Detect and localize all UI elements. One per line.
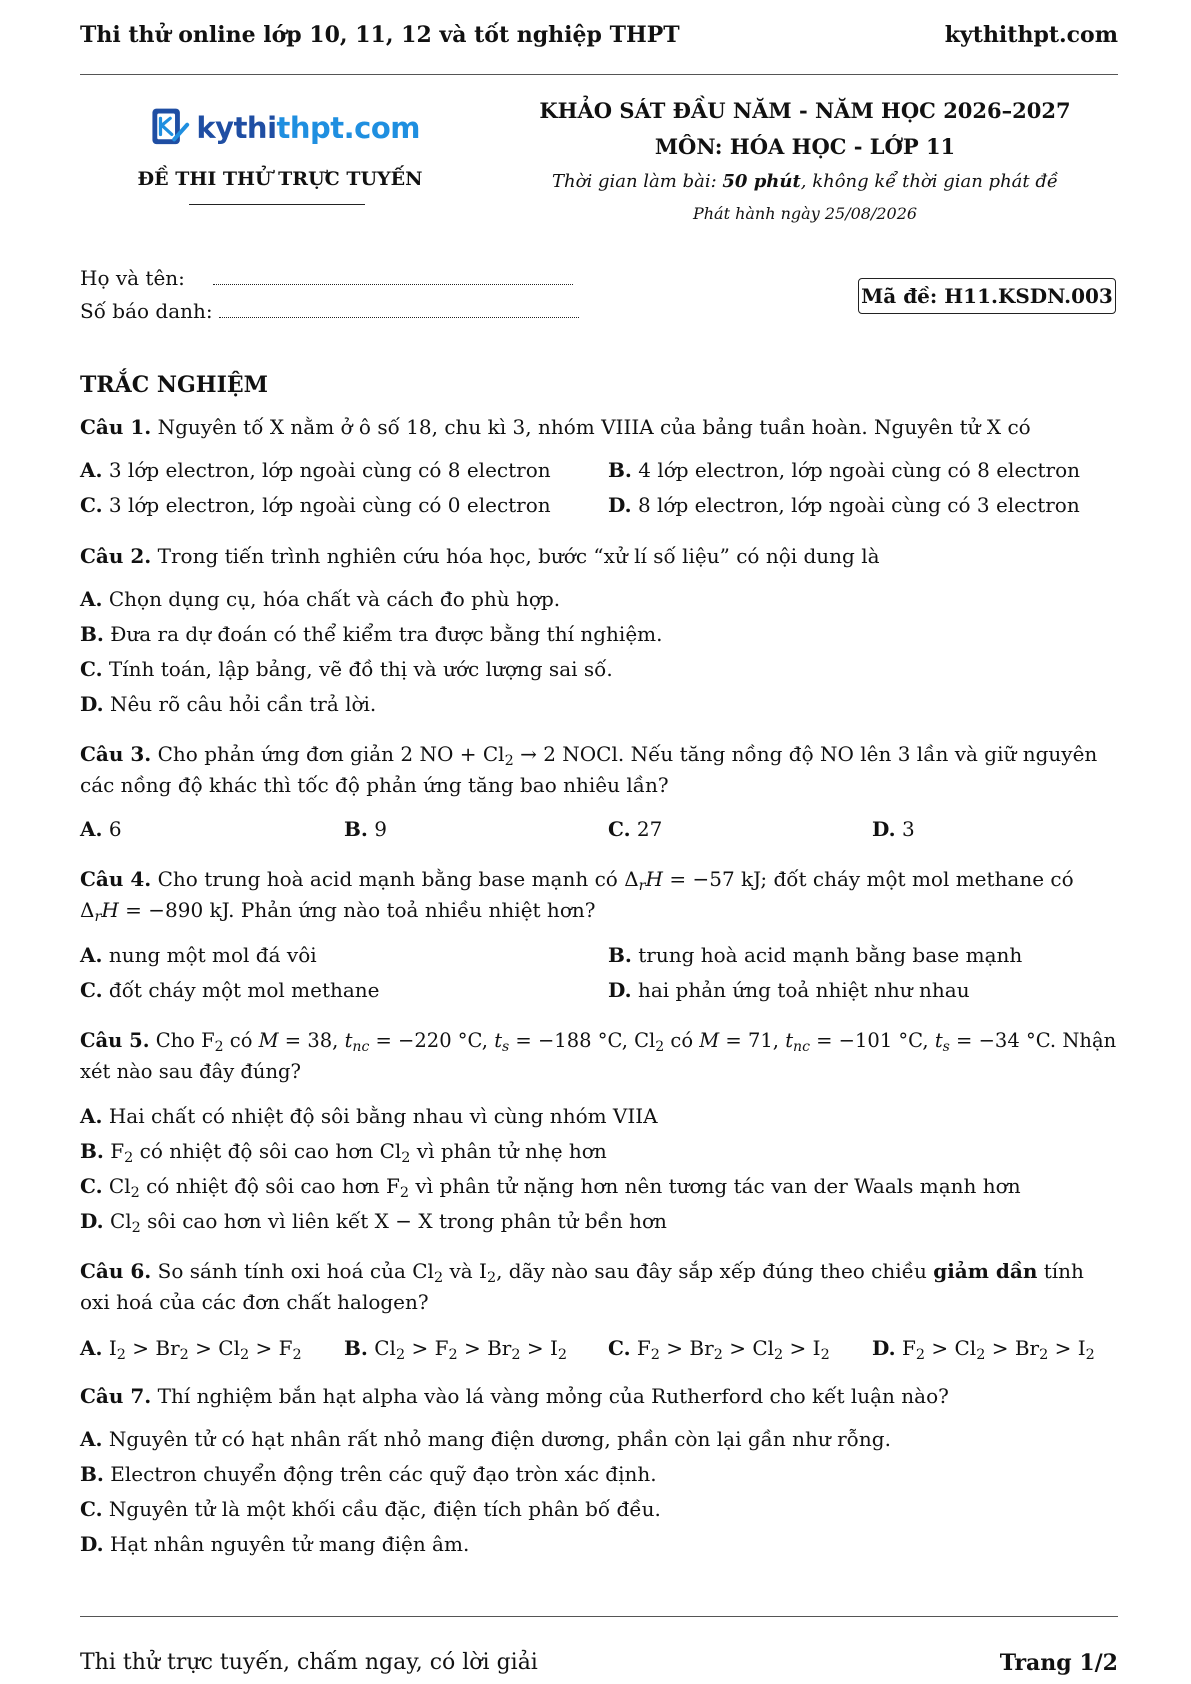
q2-option-a[interactable]: A. Chọn dụng cụ, hóa chất và cách đo phù hợp. (80, 587, 561, 611)
header-left: Thi thử online lớp 10, 11, 12 và tốt nghiệp THPT (80, 22, 680, 48)
question-5: Câu 5. Cho $F_2$ có M = 38, $t_{nc} = -220$ °C, $t_s = -188$ °C, $Cl_2$ có M = 71, $t_{nc} = -101$ °C, $t_s = -34$ °C. Nhận xét nào sau đây đúng? (80, 1029, 1117, 1083)
id-blank[interactable] (219, 303, 579, 318)
question-3: Câu 3. Cho phản ứng đơn giản 2 NO + $Cl_2 \to 2$ NOCl. Nếu tăng nồng độ NO lên 3 lần và giữ nguyên các nồng độ khác thì tốc độ phản ứng tăng bao nhiêu lần? (80, 742, 1098, 797)
question-6: Câu 6. So sánh tính oxi hoá của $Cl_2$ và $I_2$, dãy nào sau đây sắp xếp đúng theo chiều giảm dần tính oxi hoá của các đơn chất halogen? (80, 1259, 1084, 1314)
name-field (80, 266, 573, 290)
q3-option-b[interactable]: B. 9 (344, 817, 387, 841)
q7-option-d[interactable]: D. Hạt nhân nguyên tử mang điện âm. (80, 1532, 470, 1556)
q2-option-b[interactable]: B. Đưa ra dự đoán có thể kiểm tra được bằng thí nghiệm. (80, 622, 663, 646)
page-number: Trang 1/2 (999, 1650, 1118, 1676)
question-1: Câu 1. Nguyên tố X nằm ở ô số 18, chu kì 3, nhóm VIIIA của bảng tuần hoàn. Nguyên tử X có (80, 415, 1031, 439)
q2-option-d[interactable]: D. Nêu rõ câu hỏi cần trả lời. (80, 692, 377, 716)
q7-option-a[interactable]: A. Nguyên tử có hạt nhân rất nhỏ mang điện dương, phần còn lại gần như rỗng. (80, 1427, 891, 1451)
header-right[interactable]: kythithpt.com (944, 22, 1118, 48)
q5-option-c[interactable]: C. $Cl_2$ có nhiệt độ sôi cao hơn $F_2$ vì phân tử nặng hơn nên tương tác van der Waals mạnh hơn (80, 1174, 1021, 1202)
id-field (80, 299, 579, 323)
logo-wordmark: kythithpt.com (196, 111, 420, 145)
exam-code-box: Mã đề: H11.KSDN.003 (858, 278, 1116, 314)
question-7: Câu 7. Thí nghiệm bắn hạt alpha vào lá vàng mỏng của Rutherford cho kết luận nào? (80, 1384, 949, 1408)
q3-option-c[interactable]: C. 27 (608, 817, 663, 841)
q5-option-d[interactable]: D. $Cl_2$ sôi cao hơn vì liên kết X − X trong phân tử bền hơn (80, 1209, 667, 1237)
footer-rule (80, 1616, 1118, 1617)
q6-option-c[interactable]: C. $F_2 > Br_2 > Cl_2 > I_2$ (608, 1336, 830, 1364)
q5-option-b[interactable]: B. $F_2$ có nhiệt độ sôi cao hơn $Cl_2$ vì phân tử nhẹ hơn (80, 1139, 607, 1167)
q6-option-b[interactable]: B. $Cl_2 > F_2 > Br_2 > I_2$ (344, 1336, 568, 1364)
footer-left: Thi thử trực tuyến, chấm ngay, có lời giải (80, 1650, 538, 1675)
exam-time: Thời gian làm bài: 50 phút, không kể thời gian phát đề (552, 171, 1058, 192)
q4-option-c[interactable]: C. đốt cháy một mol methane (80, 978, 380, 1002)
section-title: TRẮC NGHIỆM (80, 372, 268, 398)
q6-option-d[interactable]: D. $F_2 > Cl_2 > Br_2 > I_2$ (872, 1336, 1095, 1364)
q2-option-c[interactable]: C. Tính toán, lập bảng, vẽ đồ thị và ước lượng sai số. (80, 657, 613, 681)
id-label: Số báo danh: (80, 299, 213, 323)
logo-underline (189, 204, 365, 205)
q3-option-a[interactable]: A. 6 (80, 817, 122, 841)
name-blank[interactable] (213, 270, 573, 285)
q4-option-a[interactable]: A. nung một mol đá vôi (80, 943, 317, 967)
q7-option-c[interactable]: C. Nguyên tử là một khối cầu đặc, điện tích phân bố đều. (80, 1497, 661, 1521)
q4-option-b[interactable]: B. trung hoà acid mạnh bằng base mạnh (608, 943, 1023, 967)
exam-title: KHẢO SÁT ĐẦU NĂM - NĂM HỌC 2026–2027 (539, 98, 1071, 123)
logo (150, 100, 420, 156)
q5-option-a[interactable]: A. Hai chất có nhiệt độ sôi bằng nhau vì cùng nhóm VIIA (80, 1104, 658, 1128)
question-2: Câu 2. Trong tiến trình nghiên cứu hóa học, bước “xử lí số liệu” có nội dung là (80, 544, 880, 568)
q1-option-d[interactable]: D. 8 lớp electron, lớp ngoài cùng có 3 electron (608, 493, 1080, 517)
exam-subject: MÔN: HÓA HỌC - LỚP 11 (654, 134, 956, 159)
q1-option-a[interactable]: A. 3 lớp electron, lớp ngoài cùng có 8 electron (80, 458, 551, 482)
q3-option-d[interactable]: D. 3 (872, 817, 915, 841)
header-rule (80, 74, 1118, 75)
question-4: Câu 4. Cho trung hoà acid mạnh bằng base mạnh có $\Delta_rH = -57$ kJ; đốt cháy một mol methane có $\Delta_rH = -890$ kJ. Phản ứng nào toả nhiều nhiệt hơn? (80, 867, 1074, 926)
q4-option-d[interactable]: D. hai phản ứng toả nhiệt như nhau (608, 978, 970, 1002)
q1-option-b[interactable]: B. 4 lớp electron, lớp ngoài cùng có 8 electron (608, 458, 1081, 482)
name-label: Họ và tên: (80, 266, 185, 290)
q1-option-c[interactable]: C. 3 lớp electron, lớp ngoài cùng có 0 electron (80, 493, 551, 517)
q7-option-b[interactable]: B. Electron chuyển động trên các quỹ đạo tròn xác định. (80, 1462, 657, 1486)
logo-icon (150, 102, 190, 154)
q6-option-a[interactable]: A. $I_2 > Br_2 > Cl_2 > F_2$ (80, 1336, 302, 1364)
exam-release-date: Phát hành ngày 25/08/2026 (692, 204, 918, 223)
logo-caption: ĐỀ THI THỬ TRỰC TUYẾN (137, 168, 423, 190)
